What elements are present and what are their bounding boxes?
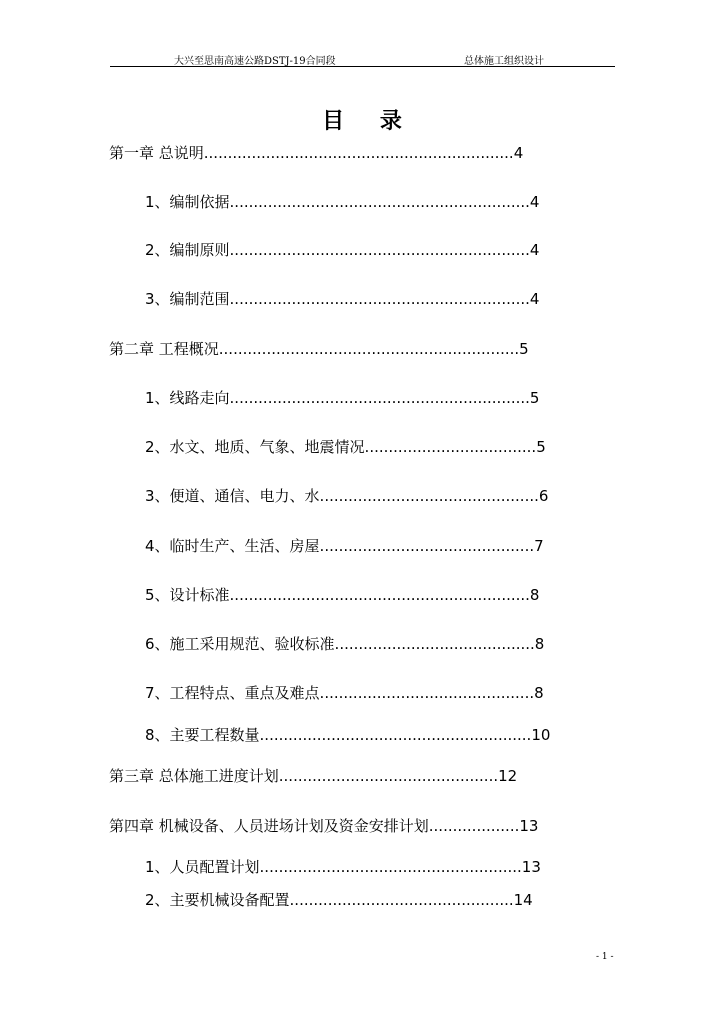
toc-entry[interactable]: 2、主要机械设备配置...............................................14 <box>145 891 533 909</box>
header-document-name: 总体施工组织设计 <box>464 56 544 67</box>
toc-entry[interactable]: 1、编制依据...............................................................4 <box>145 193 540 211</box>
toc-entry[interactable]: 1、人员配置计划.......................................................13 <box>145 858 541 876</box>
toc-entry[interactable]: 2、编制原则...............................................................4 <box>145 241 540 259</box>
toc-entry[interactable]: 5、设计标准...............................................................8 <box>145 586 540 604</box>
toc-entry-chapter-4[interactable]: 第四章 机械设备、人员进场计划及资金安排计划...................13 <box>109 817 539 835</box>
toc-entry-chapter-3[interactable]: 第三章 总体施工进度计划..............................................12 <box>109 767 518 785</box>
toc-entry[interactable]: 8、主要工程数量.........................................................10 <box>145 726 551 744</box>
toc-title: 目 录 <box>322 109 416 134</box>
toc-entry[interactable]: 7、工程特点、重点及难点.............................................8 <box>145 684 544 702</box>
toc-entry[interactable]: 6、施工采用规范、验收标准..........................................8 <box>145 635 545 653</box>
toc-entry[interactable]: 4、临时生产、生活、房屋.............................................7 <box>145 537 544 555</box>
page-number: - 1 - <box>596 952 614 962</box>
toc-entry[interactable]: 1、线路走向...............................................................5 <box>145 389 540 407</box>
header-project-name: 大兴至思南高速公路DSTJ-19合同段 <box>174 56 336 67</box>
toc-entry[interactable]: 3、便道、通信、电力、水..............................................6 <box>145 487 549 505</box>
toc-entry-chapter-2[interactable]: 第二章 工程概况...............................................................5 <box>109 340 529 358</box>
toc-entry-chapter-1[interactable]: 第一章 总说明.................................................................4 <box>109 144 524 162</box>
toc-entry[interactable]: 3、编制范围...............................................................4 <box>145 290 540 308</box>
toc-entry[interactable]: 2、水文、地质、气象、地震情况....................................5 <box>145 438 546 456</box>
